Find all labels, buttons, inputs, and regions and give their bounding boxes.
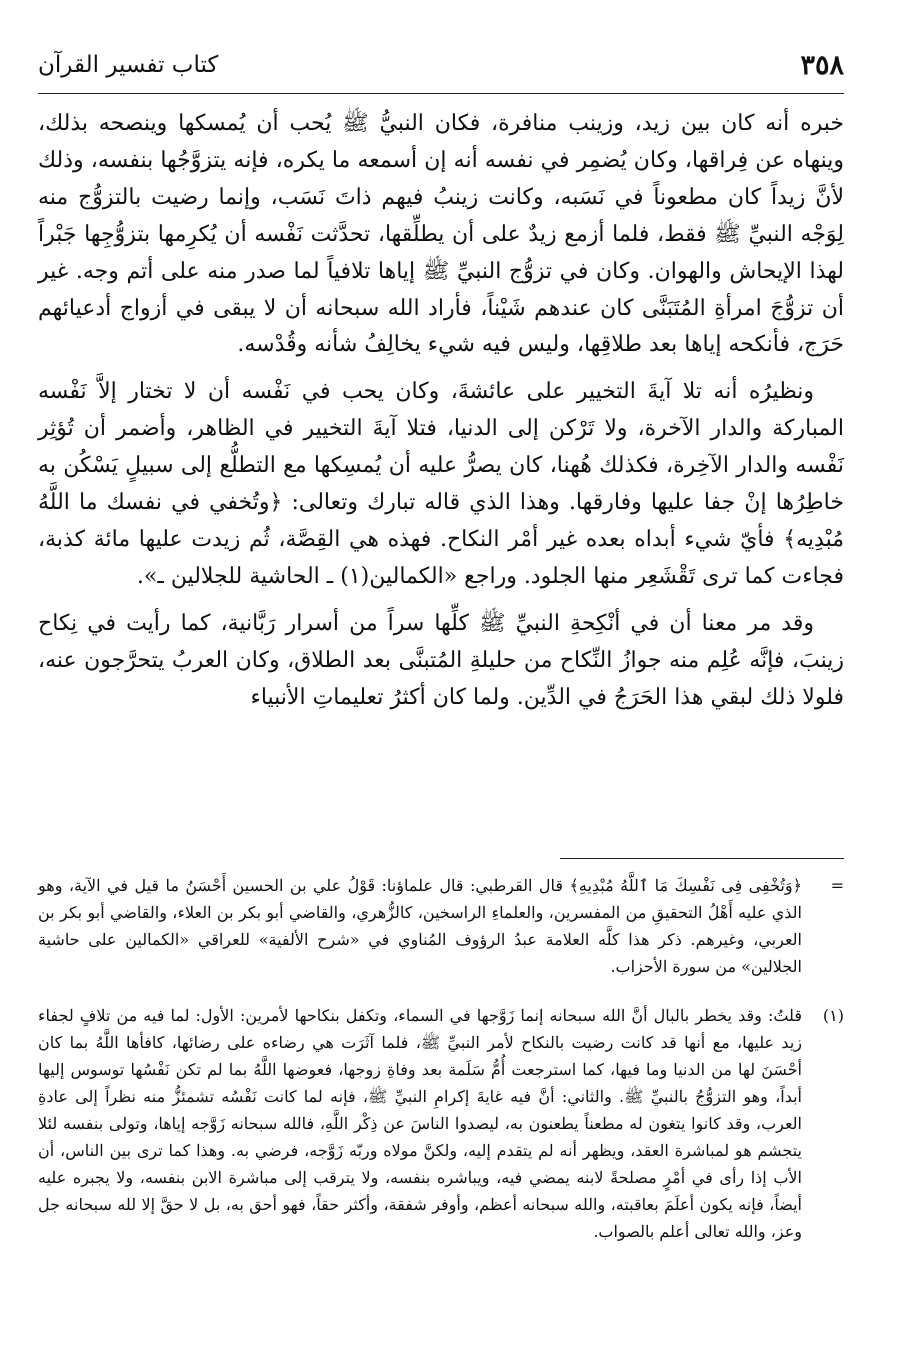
running-title: كتاب تفسير القرآن xyxy=(38,52,219,78)
main-text xyxy=(38,106,844,727)
footnote-marker: = xyxy=(830,876,844,895)
footnote-divider xyxy=(560,858,844,859)
paragraph-3: وقد مر معنا أن في أنْكِحةِ النبيِّ ﷺ كلِّها سراً من أسرار رَبَّانية، كما رأيت في نِكاح زينبَ، فإنَّه عُلِم منه جوازُ النِّكاح من حليلةِ المُتبنَّى بعد الطلاق، وكان العربُ يتحرَّجون عنه، فلولا ذلك لبقي هذا الحَرَجُ في الدِّين. ولما كان أكثرُ تعليماتِ الأنبياء xyxy=(38,610,844,710)
footnotes xyxy=(38,872,844,1267)
footnote-1 xyxy=(38,1002,844,1245)
footnote-continued xyxy=(38,872,844,980)
footnote-text: قلتُ: وقد يخطر بالبال أنَّ الله سبحانه إنما زَوَّجها في السماء، وتكفل بنكاحها لأمرين: الأول: لما فيه من تلافٍ لجفاء زيد عليها، مع أنها قد كانت رضيت بالنكاح لأمر النبيِّ ﷺ، فلما آثَرَت هي رضاءه على رضائها، كافأها اللَّهُ بما كان أحْسَنَ لها من الدنيا وما فيها، كما استرجعت أُمُّ سَلَمة بعد وفاةِ زوجها، فعوضها اللَّهُ بما لم تكن نَفْسُها توسوس إليها أبداً، وهو التزوُّجُ بالنبيِّ ﷺ. والثاني: أنَّ فيه غايةَ إكرامِ النبيِّ ﷺ، فإنه لما كانت نَفْسُه تشمئزُّ منه نظراً إلى عادةِ العرب، وقد كانوا يتغون له مطعناً يطعنون به، ليصدوا الناسَ عن ذِكْر اللَّهِ، فالله سبحانه زَوَّجه إياها، وتولى بنفسه لئلا يتجشم هو لمباشرة العقد، ويظهر أنه لم يتقدم إليه، ولكنَّ مولاه وربّه زَوَّجه، فرضي به. وهذا كما ترى بين الناس، أن الأب إذا رأى في أمْرٍ مصلحةً لابنه يمضي فيه، ويباشره بنفسه، ولا يترقب إلى مباشرة الابن بنفسه، ولا يجبره عليه أيضاً، فإنه يكون أعلَمَ بعاقبته، والله سبحانه أعظم، وأوفر شفقة، وأكثر حقاً، فهو أحق به، بل لا حقَّ إلا لله سبحانه جل وعز، والله تعالى أعلم بالصواب. xyxy=(38,1006,803,1241)
page-number: ٣٥٨ xyxy=(800,50,844,81)
footnote-marker: (١) xyxy=(822,1006,844,1025)
header-divider xyxy=(38,93,844,94)
paragraph-1: خبره أنه كان بين زيد، وزينب منافرة، فكان النبيُّ ﷺ يُحب أن يُمسكها وينصحه بذلك، وينهاه عن فِراقها، وكان يُضمِر في نفسه أنه إن أسمعه ما يكره، فإنه يتزوَّجُها بنفسه، وذلك لأنَّ زيداً كان مطعوناً في نَسَبه، وكانت زينبُ فيهم ذاتَ نَسَب، وإنما رضيت بالتزوُّج منه لِوَجْه النبيِّ ﷺ فقط، فلما أزمع زيدٌ على أن يطلِّقها، تحدَّثت نَفْسه أن يُكرِمها بتزوُّجِها جَبْراً لهذا الإيحاش والهوان. وكان في تزوُّج النبيِّ ﷺ إياها تلافياً لما صدر منه على أتم وجه. غير أن تزوُّجَ امرأةِ المُتَبَنَّى كان عندهم شَيْناً، فأراد الله سبحانه أن لا يبقى في أزواج أدعيائهم حَرَج، فأنكحه إياها بعد طلاقِها، وليس فيه شيء يخالِفُ شأنه وقُدْسه. xyxy=(38,111,844,358)
paragraph-2: ونظيرُه أنه تلا آيةَ التخيير على عائشةَ، وكان يحب في نَفْسه أن لا تختار إلاَّ نَفْسه المباركة والدار الآخرة، ولا تَرْكن إلى الدنيا، فتلا آيةَ التخيير في الظاهر، وأضمر أن تُؤثِر نَفْسه والدار الآخِرة، فكذلك هُهنا، كان يصرُّ عليه أن يُمسِكها مع التطلُّع إلى سبيلٍ يَسْكُن به خاطِرُها إنْ جفا عليها وفارقها. وهذا الذي قاله تبارك وتعالى: ﴿وتُخفي في نفسك ما اللَّهُ مُبْدِيه﴾ فأيّ شيء أبداه بعده غير أمْر النكاح. فهذه هي القِصَّة، ثُم زيدت عليها مائة كذبة، فجاءت كما ترى تَقْشَعِر منها الجلود. وراجع «الكمالين(١) ـ الحاشية للجلالين ـ». xyxy=(38,379,844,589)
page-header xyxy=(38,44,844,90)
footnote-text: ﴿وَتُخْفِى فِى نَفْسِكَ مَا ٱللَّهُ مُبْدِيهِ﴾ قال القرطبي: قال علماؤنا: قَوْلُ علي بن الحسين أَحْسَنُ ما قيل في الآية، وهو الذي عليه أَهْلُ التحقيقِ من المفسرين، والعلماءِ الراسخين، كالزُّهري، والقاضي أبو بكر بن العلاء، والقاضي أبو بكر بن العربي، وغيرهم. ذكر هذا كلَّه العلامة عبدُ الرؤوف المُناوي في «شرح الألفية» للعراقي «الكمالين على حاشية الجلالين» من سورة الأحزاب. xyxy=(38,876,803,976)
